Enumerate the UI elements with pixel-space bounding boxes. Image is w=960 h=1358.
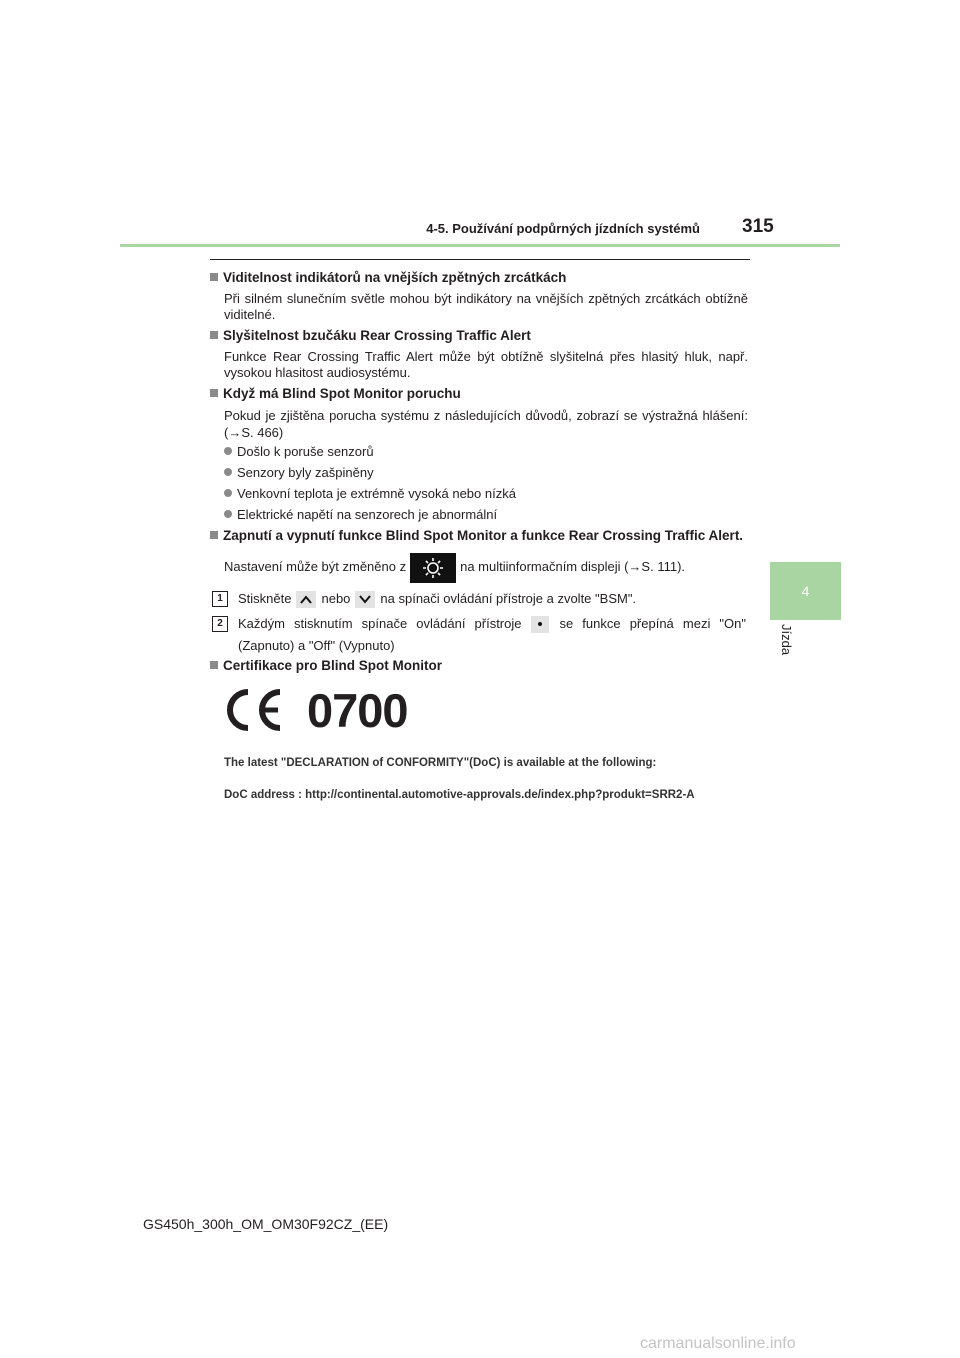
section-heading: Certifikace pro Blind Spot Monitor bbox=[210, 658, 442, 673]
settings-gear-icon bbox=[410, 553, 456, 583]
round-bullet-icon bbox=[224, 510, 232, 518]
chapter-tab[interactable] bbox=[770, 562, 841, 620]
list-item: Venkovní teplota je extrémně vysoká nebo nízká bbox=[224, 486, 516, 501]
section-heading: Zapnutí a vypnutí funkce Blind Spot Monitor a funkce Rear Crossing Traffic Alert. bbox=[210, 528, 743, 543]
doc-statement: The latest "DECLARATION of CONFORMITY"(DoC) is available at the following: bbox=[224, 757, 657, 769]
page-number: 315 bbox=[742, 216, 774, 237]
chapter-label bbox=[772, 624, 816, 684]
section-text: Funkce Rear Crossing Traffic Alert může být obtížně slyšitelná přes hlasitý hluk, např. vysokou hlasitost audiosystému. bbox=[224, 349, 748, 380]
footer-doc-code: GS450h_300h_OM_OM30F92CZ_(EE) bbox=[143, 1216, 389, 1232]
section-heading: Slyšitelnost bzučáku Rear Crossing Traffic Alert bbox=[210, 328, 531, 343]
chevron-up-icon bbox=[296, 591, 316, 608]
section-text: Při silném slunečním světle mohou být indikátory na vnějších zpětných zrcátkách obtížně viditelné. bbox=[224, 291, 748, 322]
section-heading: Viditelnost indikátorů na vnějších zpětných zrcátkách bbox=[210, 270, 566, 285]
watermark: carmanualsonline.info bbox=[640, 1335, 796, 1352]
list-item: Došlo k poruše senzorů bbox=[224, 444, 374, 459]
doc-address: DoC address : http://continental.automotive-approvals.de/index.php?produkt=SRR2-A bbox=[224, 789, 695, 801]
list-item: Senzory byly zašpiněny bbox=[224, 465, 374, 480]
section-heading: Když má Blind Spot Monitor poruchu bbox=[210, 386, 461, 401]
round-bullet-icon bbox=[224, 468, 232, 476]
settings-intro: Nastavení může být změněno z na multiinformačním displeji (→S. 111). bbox=[224, 552, 685, 583]
section-text: Pokud je zjištěna porucha systému z následujících důvodů, zobrazí se výstražná hlášení: (→S. 466) bbox=[224, 408, 748, 440]
chevron-down-icon bbox=[355, 591, 375, 608]
content-rule bbox=[210, 259, 750, 260]
round-bullet-icon bbox=[224, 447, 232, 455]
square-bullet-icon bbox=[210, 389, 218, 397]
list-item: Elektrické napětí na senzorech je abnormální bbox=[224, 507, 497, 522]
ok-button-icon bbox=[531, 616, 549, 633]
square-bullet-icon bbox=[210, 273, 218, 281]
square-bullet-icon bbox=[210, 331, 218, 339]
step-number: 1 bbox=[212, 591, 228, 607]
step-text: Každým stisknutím spínače ovládání přístroje se funkce přepíná mezi "On" (Zapnuto) a "Off" (Vypnuto) bbox=[238, 616, 746, 653]
header-section-title: 4-5. Používání podpůrných jízdních systémů bbox=[426, 221, 700, 236]
ce-mark-icon bbox=[224, 686, 284, 734]
chapter-label-text: Jízda bbox=[779, 624, 794, 656]
step-number: 2 bbox=[212, 616, 228, 632]
round-bullet-icon bbox=[224, 489, 232, 497]
ce-notified-body-number: 0700 bbox=[307, 684, 408, 737]
square-bullet-icon bbox=[210, 661, 218, 669]
chapter-number: 4 bbox=[801, 583, 810, 599]
header-rule bbox=[120, 244, 840, 247]
square-bullet-icon bbox=[210, 531, 218, 539]
step-text: Stiskněte nebo na spínači ovládání přístroje a zvolte "BSM". bbox=[238, 588, 746, 610]
